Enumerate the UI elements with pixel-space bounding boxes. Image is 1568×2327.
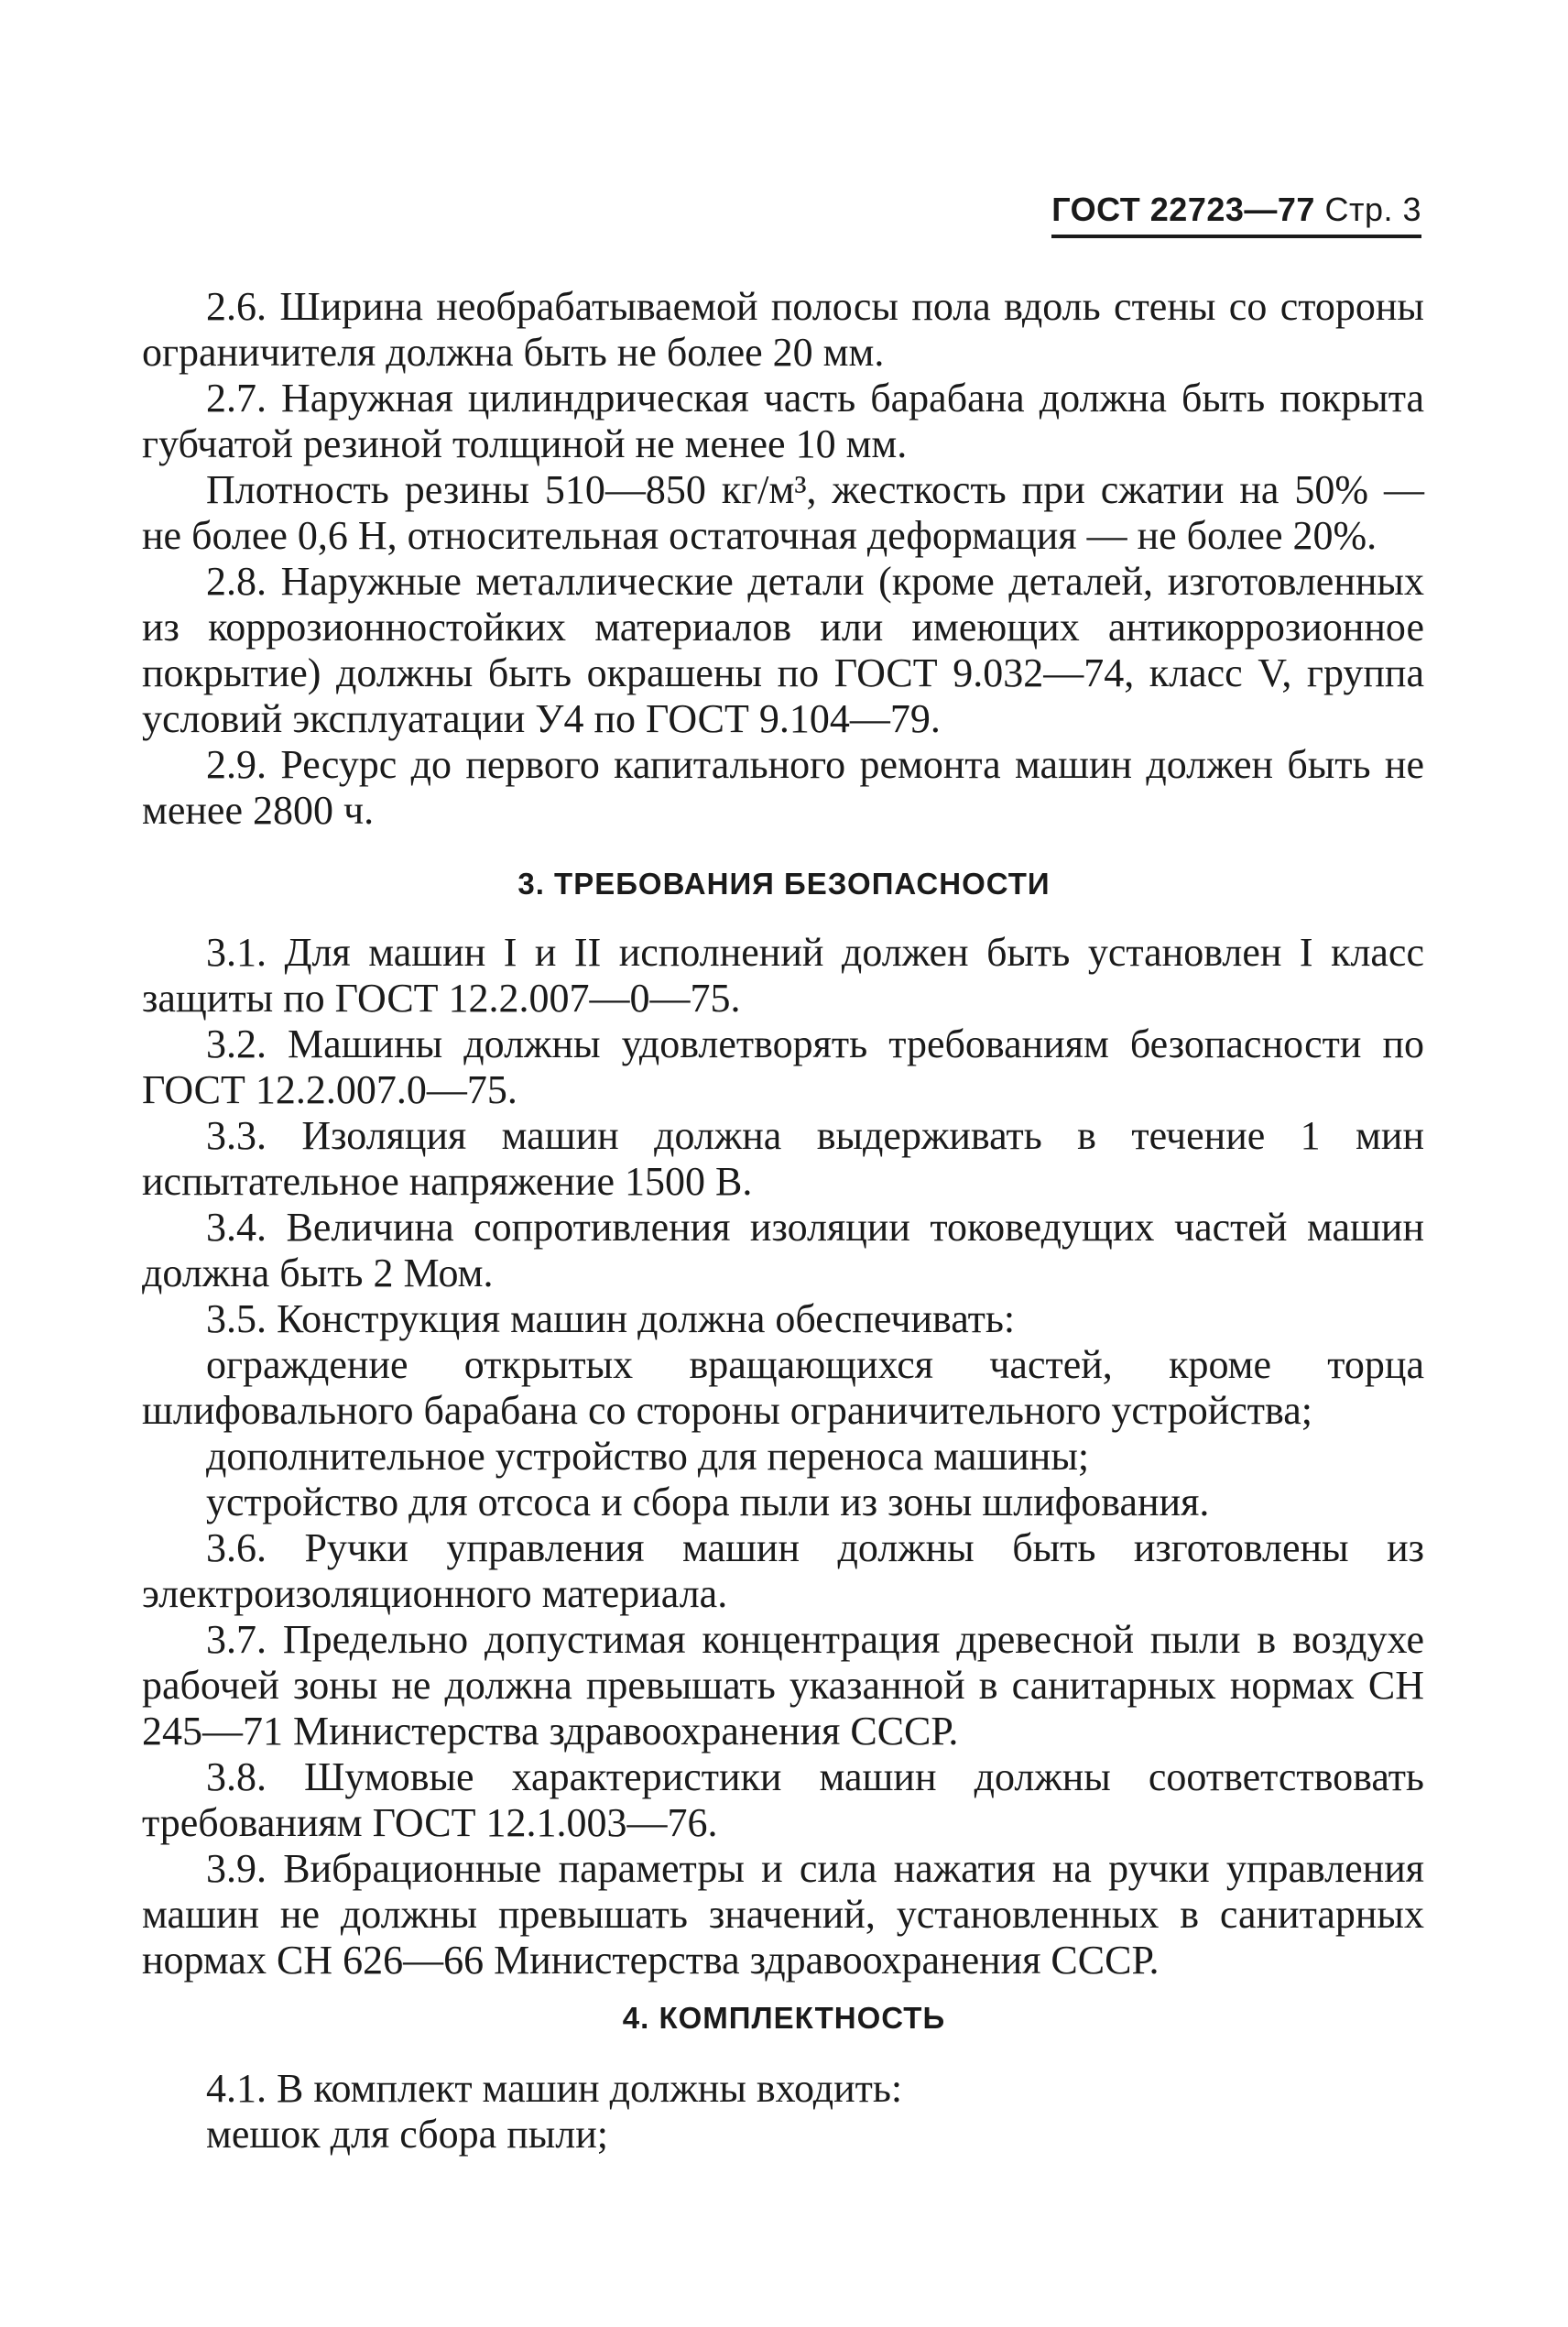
paragraph-3-1: 3.1. Для машин I и II исполнений должен быть установлен I класс защиты по ГОСТ 12.2.007—0—75. (142, 930, 1424, 1021)
paragraph-density: Плотность резины 510—850 кг/м³, жесткость при сжатии на 50% — не более 0,6 Н, относительная остаточная деформация — не более 20%. (142, 467, 1424, 558)
paragraph-3-2: 3.2. Машины должны удовлетворять требованиям безопасности по ГОСТ 12.2.007.0—75. (142, 1021, 1424, 1112)
paragraph-2-6: 2.6. Ширина необрабатываемой полосы пола вдоль стены со стороны ограничителя должна быть не более 20 мм. (142, 284, 1424, 375)
list-item-dust-bag: мешок для сбора пыли; (206, 2112, 609, 2157)
paragraph-3-6: 3.6. Ручки управления машин должны быть изготовлены из электроизоляционного материала. (142, 1525, 1424, 1616)
paragraph-2-7: 2.7. Наружная цилиндрическая часть барабана должна быть покрыта губчатой резиной толщиной не менее 10 мм. (142, 376, 1424, 466)
paragraph-2-8: 2.8. Наружные металлические детали (кроме деталей, изготовленных из коррозионностойких материалов или имеющих антикоррозионное покрытие) должны быть окрашены по ГОСТ 9.032—74, класс V, группа условий эксплуатации У4 по ГОСТ 9.104—79. (142, 559, 1424, 741)
paragraph-3-5: 3.5. Конструкция машин должна обеспечивать: (206, 1296, 1016, 1341)
section-4-heading: 4. КОМПЛЕКТНОСТЬ (622, 2001, 946, 2035)
paragraph-3-3: 3.3. Изоляция машин должна выдерживать в течение 1 мин испытательное напряжение 1500 В. (142, 1113, 1424, 1204)
paragraph-4-1: 4.1. В комплект машин должны входить: (206, 2066, 903, 2111)
paragraph-3-9: 3.9. Вибрационные параметры и сила нажатия на ручки управления машин не должны превышать значений, установленных в санитарных нормах СН 626—66 Министерства здравоохранения СССР. (142, 1846, 1424, 1983)
section-4-body (142, 2066, 1424, 2158)
section-3-heading: 3. ТРЕБОВАНИЯ БЕЗОПАСНОСТИ (517, 867, 1051, 901)
list-item-guarding: ограждение открытых вращающихся частей, кроме торца шлифовального барабана со стороны ограничительного устройства; (142, 1342, 1424, 1433)
list-item-dust-extraction: устройство для отсоса и сбора пыли из зоны шлифования. (206, 1480, 1210, 1524)
paragraph-3-7: 3.7. Предельно допустимая концентрация древесной пыли в воздухе рабочей зоны не должна превышать указанной в санитарных нормах СН 245—71 Министерства здравоохранения СССР. (142, 1617, 1424, 1753)
standard-code: ГОСТ 22723—77 (1051, 191, 1315, 228)
paragraph-3-8: 3.8. Шумовые характеристики машин должны соответствовать требованиям ГОСТ 12.1.003—76. (142, 1754, 1424, 1845)
section-2-body (142, 284, 1424, 834)
paragraph-2-9: 2.9. Ресурс до первого капитального ремонта машин должен быть не менее 2800 ч. (142, 742, 1424, 833)
list-item-carrying-device: дополнительное устройство для переноса машины; (206, 1434, 1090, 1479)
section-3-body (142, 930, 1424, 1983)
page-number: Стр. 3 (1324, 191, 1421, 228)
paragraph-3-4: 3.4. Величина сопротивления изоляции токоведущих частей машин должна быть 2 Мом. (142, 1205, 1424, 1295)
page-header (1051, 191, 1421, 238)
